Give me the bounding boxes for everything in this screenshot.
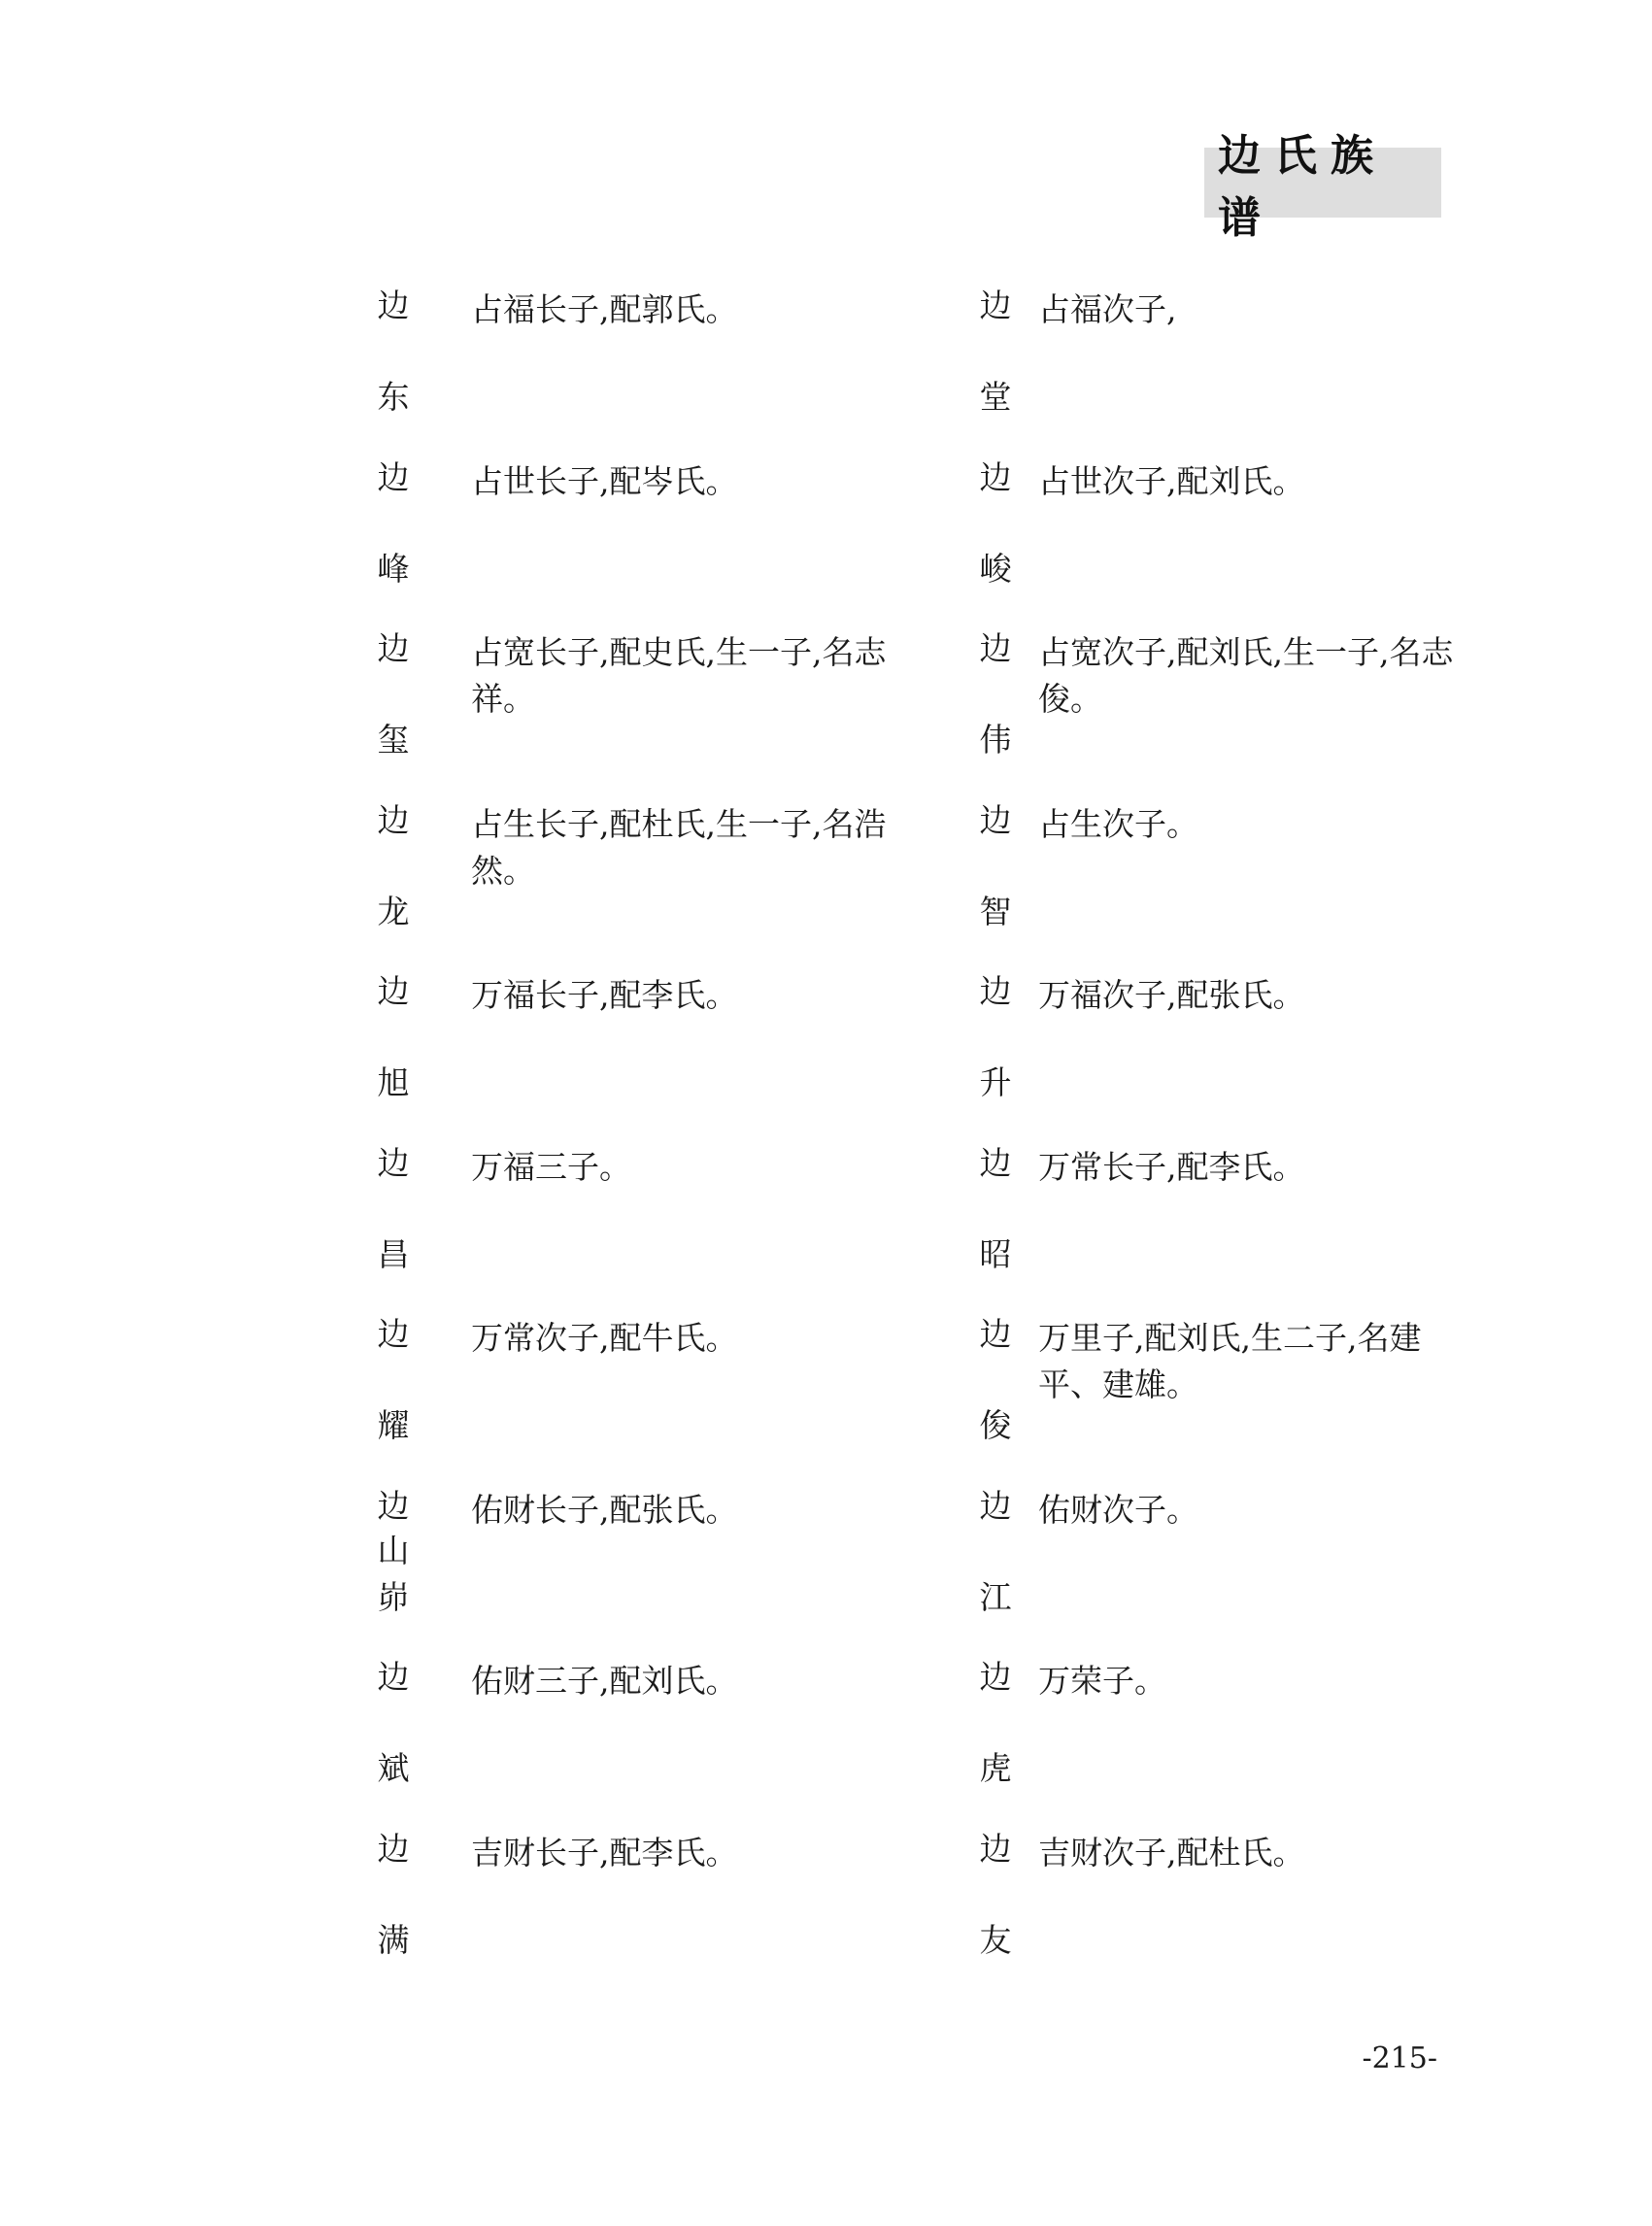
person-name [374, 1144, 413, 1299]
person-name [976, 629, 1015, 785]
genealogy-entry [976, 287, 1462, 442]
person-description: 万常次子,配牛氏。 [471, 1319, 738, 1357]
genealogy-entry [976, 1658, 1462, 1813]
header-banner [1204, 131, 1441, 243]
person-name [374, 287, 413, 442]
name-char: 边 [377, 1143, 410, 1182]
name-char: 堂 [979, 378, 1012, 416]
genealogy-entry [374, 1487, 898, 1642]
person-name [374, 1315, 413, 1470]
person-name [976, 801, 1015, 957]
name-char: 智 [979, 892, 1012, 930]
person-description: 占宽长子,配史氏,生一子,名志祥。 [471, 633, 887, 718]
name-char: 旭 [377, 1063, 410, 1101]
name-char: 伟 [979, 721, 1012, 759]
name-char: 边 [979, 1486, 1012, 1525]
person-name [374, 458, 413, 614]
person-name [374, 629, 413, 785]
person-description: 佑财三子,配刘氏。 [471, 1662, 738, 1700]
name-char: 山 [377, 1531, 410, 1569]
name-char: 斌 [377, 1749, 410, 1787]
genealogy-entry [374, 1830, 898, 1985]
name-char: 龙 [377, 892, 410, 930]
person-name [976, 287, 1015, 442]
name-char: 边 [979, 800, 1012, 839]
person-description: 占世次子,配刘氏。 [1038, 461, 1305, 500]
person-name [976, 1830, 1015, 1985]
name-char: 虎 [979, 1749, 1012, 1787]
person-description: 占福长子,配郭氏。 [471, 290, 738, 328]
genealogy-entry [374, 972, 898, 1128]
person-description: 万福次子,配张氏。 [1038, 976, 1305, 1014]
person-description: 吉财次子,配杜氏。 [1038, 1833, 1305, 1872]
name-char: 边 [979, 1658, 1012, 1696]
name-char: 边 [377, 972, 410, 1010]
name-char: 边 [979, 629, 1012, 667]
name-char: 边 [377, 457, 410, 496]
person-name [976, 1144, 1015, 1299]
name-char: 东 [377, 378, 410, 416]
name-char: 峻 [979, 549, 1012, 588]
genealogy-entry [976, 1830, 1462, 1985]
person-description: 占宽次子,配刘氏,生一子,名志俊。 [1038, 633, 1454, 718]
person-description: 佑财长子,配张氏。 [471, 1490, 738, 1529]
name-char: 满 [377, 1920, 410, 1959]
person-name [976, 458, 1015, 614]
genealogy-entry [374, 1658, 898, 1813]
genealogy-entry [976, 801, 1462, 957]
name-char: 边 [377, 629, 410, 667]
genealogy-entry [976, 629, 1462, 785]
name-char: 峰 [377, 549, 410, 588]
person-name [976, 1315, 1015, 1470]
name-char: 昭 [979, 1234, 1012, 1273]
genealogy-entry [976, 458, 1462, 614]
name-char: 边 [377, 1658, 410, 1696]
name-char: 边 [979, 287, 1012, 324]
genealogy-entry [374, 1315, 898, 1470]
header-title: 边氏族谱 [1218, 131, 1387, 243]
name-char: 边 [377, 1315, 410, 1353]
person-description: 吉财长子,配李氏。 [471, 1833, 738, 1872]
name-char: 昌 [377, 1234, 410, 1273]
name-char: 玺 [377, 721, 410, 759]
name-char: 边 [979, 1829, 1012, 1868]
name-char: 边 [979, 1315, 1012, 1353]
name-char: 友 [979, 1920, 1012, 1959]
name-char: 俊 [979, 1406, 1012, 1444]
person-name [976, 1658, 1015, 1813]
genealogy-entry [976, 1487, 1462, 1642]
person-description: 占福次子, [1038, 290, 1177, 328]
person-name [976, 972, 1015, 1128]
person-name [374, 1830, 413, 1985]
genealogy-entry [374, 1144, 898, 1299]
person-description: 佑财次子。 [1038, 1490, 1198, 1529]
name-char: 边 [377, 1829, 410, 1868]
genealogy-entry [374, 458, 898, 614]
person-name [374, 1658, 413, 1813]
person-description: 占生次子。 [1038, 804, 1198, 843]
name-char: 边 [377, 1486, 410, 1525]
name-char: 边 [979, 972, 1012, 1010]
person-name [374, 972, 413, 1128]
person-name [374, 801, 413, 957]
genealogy-entry [976, 1315, 1462, 1470]
name-char: 边 [377, 287, 410, 324]
name-char: 边 [377, 800, 410, 839]
genealogy-entry [976, 972, 1462, 1128]
person-description: 万福长子,配李氏。 [471, 976, 738, 1014]
genealogy-entry [374, 801, 898, 957]
genealogy-entry [374, 629, 898, 785]
name-char: 边 [979, 1143, 1012, 1182]
person-description: 万里子,配刘氏,生二子,名建平、建雄。 [1038, 1319, 1422, 1403]
name-char: 耀 [377, 1406, 410, 1444]
person-name [976, 1487, 1015, 1642]
genealogy-entry [374, 287, 898, 442]
person-description: 万福三子。 [471, 1147, 631, 1186]
person-description: 万常长子,配李氏。 [1038, 1147, 1305, 1186]
page-number: -215- [1362, 2041, 1437, 2075]
name-char: 升 [979, 1063, 1012, 1101]
genealogy-entry [976, 1144, 1462, 1299]
person-description: 占世长子,配岑氏。 [471, 461, 738, 500]
name-char: 峁 [377, 1577, 410, 1616]
name-char: 边 [979, 457, 1012, 496]
name-char: 江 [979, 1577, 1012, 1616]
person-name [374, 1487, 413, 1642]
person-description: 占生长子,配杜氏,生一子,名浩然。 [471, 804, 887, 890]
person-description: 万荣子。 [1038, 1662, 1166, 1700]
